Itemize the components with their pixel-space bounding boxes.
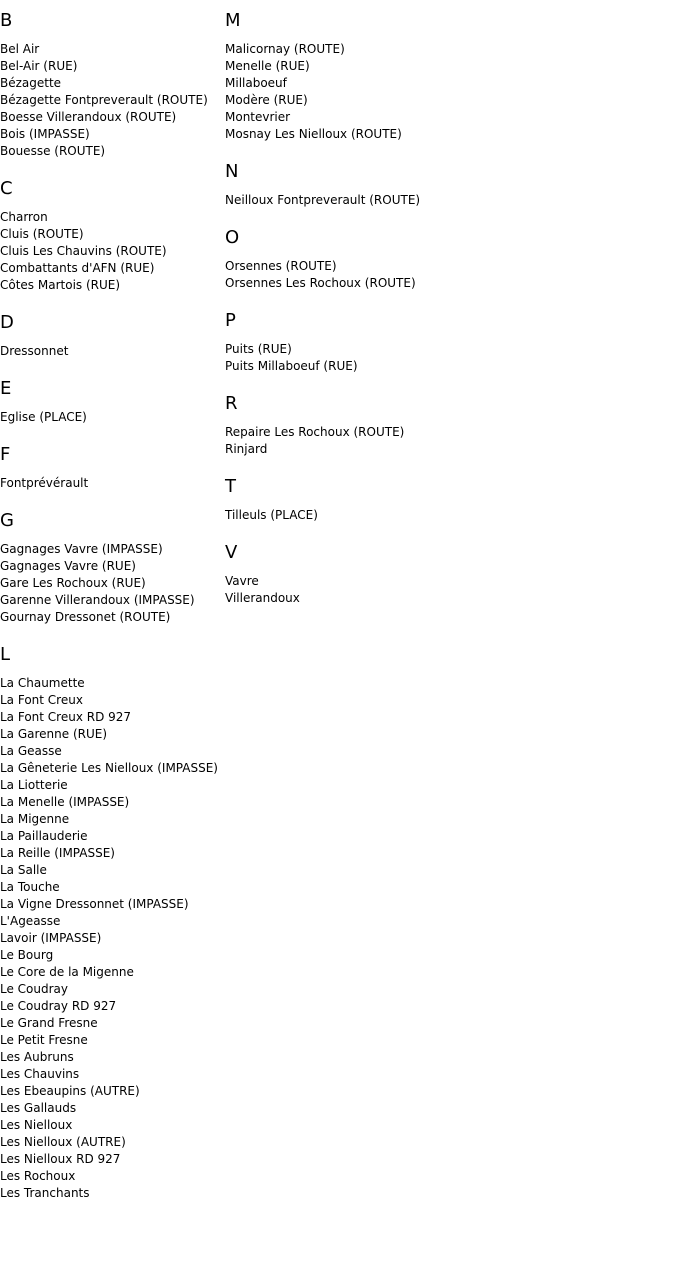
street-link[interactable]: Modère (RUE) [225, 93, 308, 107]
street-link[interactable]: La Liotterie [0, 778, 68, 792]
street-link[interactable]: Lavoir (IMPASSE) [0, 931, 102, 945]
street-link[interactable]: La Paillauderie [0, 829, 88, 843]
street-link[interactable]: La Touche [0, 880, 60, 894]
street-link[interactable]: La Gêneterie Les Nielloux (IMPASSE) [0, 761, 218, 775]
street-link[interactable]: Montevrier [225, 110, 291, 124]
street-link[interactable]: Les Nielloux (AUTRE) [0, 1135, 126, 1149]
street-link[interactable]: Bois (IMPASSE) [0, 127, 90, 141]
street-list [225, 507, 665, 524]
street-link[interactable]: La Migenne [0, 812, 70, 826]
street-link[interactable]: Charron [0, 210, 48, 224]
letter-heading: D [0, 312, 14, 333]
street-link[interactable]: Garenne Villerandoux (IMPASSE) [0, 593, 195, 607]
street-index-column-left [0, 10, 220, 1220]
street-link[interactable]: Vavre [225, 574, 259, 588]
street-list [0, 475, 220, 492]
street-link[interactable]: Gagnages Vavre (RUE) [0, 559, 136, 573]
letter-heading: C [0, 178, 13, 199]
street-link[interactable]: Le Coudray [0, 982, 69, 996]
street-list [225, 41, 665, 143]
street-link[interactable]: Côtes Martois (RUE) [0, 278, 121, 292]
street-link[interactable]: Les Chauvins [0, 1067, 80, 1081]
street-link[interactable]: Bel Air [0, 42, 40, 56]
letter-group [225, 393, 665, 458]
street-link[interactable]: Dressonnet [0, 344, 69, 358]
street-link[interactable]: Les Rochoux [0, 1169, 76, 1183]
street-link[interactable]: Bézagette Fontpreverault (ROUTE) [0, 93, 208, 107]
street-list [225, 341, 665, 375]
street-link[interactable]: Bouesse (ROUTE) [0, 144, 106, 158]
street-link[interactable]: La Salle [0, 863, 47, 877]
street-link[interactable]: Orsennes Les Rochoux (ROUTE) [225, 276, 416, 290]
letter-heading: G [0, 510, 14, 531]
letter-heading: E [0, 378, 12, 399]
street-link[interactable]: Malicornay (ROUTE) [225, 42, 345, 56]
street-link[interactable]: Les Nielloux [0, 1118, 73, 1132]
street-link[interactable]: Millaboeuf [225, 76, 287, 90]
street-link[interactable]: Puits (RUE) [225, 342, 292, 356]
letter-group [225, 476, 665, 524]
street-list [225, 424, 665, 458]
street-list [0, 675, 220, 1202]
letter-heading: T [225, 476, 236, 497]
street-link[interactable]: Gare Les Rochoux (RUE) [0, 576, 146, 590]
street-link[interactable]: Les Gallauds [0, 1101, 77, 1115]
letter-group [0, 510, 220, 626]
street-link[interactable]: La Font Creux RD 927 [0, 710, 132, 724]
letter-heading: V [225, 542, 238, 563]
street-link[interactable]: Puits Millaboeuf (RUE) [225, 359, 358, 373]
letter-group [0, 378, 220, 426]
street-link[interactable]: Le Bourg [0, 948, 54, 962]
street-link[interactable]: Tilleuls (PLACE) [225, 508, 318, 522]
letter-group [0, 312, 220, 360]
street-link[interactable]: Neilloux Fontpreverault (ROUTE) [225, 193, 421, 207]
letter-heading: L [0, 644, 11, 665]
street-link[interactable]: Cluis (ROUTE) [0, 227, 84, 241]
street-list [225, 192, 665, 209]
street-link[interactable]: La Garenne (RUE) [0, 727, 108, 741]
street-link[interactable]: Eglise (PLACE) [0, 410, 87, 424]
letter-group [0, 644, 220, 1202]
street-link[interactable]: Mosnay Les Nielloux (ROUTE) [225, 127, 402, 141]
street-list [225, 573, 665, 607]
street-link[interactable]: Les Tranchants [0, 1186, 90, 1200]
street-list [0, 541, 220, 626]
letter-heading: M [225, 10, 241, 31]
letter-group [225, 227, 665, 292]
letter-heading: R [225, 393, 238, 414]
street-link[interactable]: Boesse Villerandoux (ROUTE) [0, 110, 177, 124]
street-list [0, 409, 220, 426]
street-link[interactable]: La Font Creux [0, 693, 83, 707]
street-link[interactable]: La Vigne Dressonnet (IMPASSE) [0, 897, 189, 911]
street-link[interactable]: Bézagette [0, 76, 62, 90]
letter-group [0, 178, 220, 294]
letter-heading: O [225, 227, 240, 248]
street-link[interactable]: La Reille (IMPASSE) [0, 846, 115, 860]
street-link[interactable]: Le Core de la Migenne [0, 965, 134, 979]
letter-heading: P [225, 310, 236, 331]
street-link[interactable]: Les Aubruns [0, 1050, 74, 1064]
street-list [0, 343, 220, 360]
street-index-column-right [225, 10, 665, 625]
street-link[interactable]: La Menelle (IMPASSE) [0, 795, 130, 809]
street-link[interactable]: Les Nielloux RD 927 [0, 1152, 121, 1166]
street-link[interactable]: La Chaumette [0, 676, 85, 690]
letter-heading: N [225, 161, 239, 182]
letter-group [225, 161, 665, 209]
street-link[interactable]: Les Ebeaupins (AUTRE) [0, 1084, 140, 1098]
letter-group [225, 10, 665, 143]
letter-heading: F [0, 444, 11, 465]
street-link[interactable]: Cluis Les Chauvins (ROUTE) [0, 244, 167, 258]
street-link[interactable]: Bel-Air (RUE) [0, 59, 78, 73]
street-link[interactable]: Repaire Les Rochoux (ROUTE) [225, 425, 405, 439]
street-link[interactable]: Menelle (RUE) [225, 59, 310, 73]
street-link[interactable]: Gournay Dressonet (ROUTE) [0, 610, 171, 624]
street-link[interactable]: Combattants d'AFN (RUE) [0, 261, 155, 275]
street-list [0, 209, 220, 294]
street-link[interactable]: Villerandoux [225, 591, 300, 605]
street-link[interactable]: Le Coudray RD 927 [0, 999, 117, 1013]
street-link[interactable]: La Geasse [0, 744, 62, 758]
letter-heading: B [0, 10, 13, 31]
street-list [225, 258, 665, 292]
street-link[interactable]: Le Grand Fresne [0, 1016, 98, 1030]
letter-group [225, 542, 665, 607]
street-link[interactable]: Gagnages Vavre (IMPASSE) [0, 542, 163, 556]
street-link[interactable]: Orsennes (ROUTE) [225, 259, 337, 273]
street-link[interactable]: Rinjard [225, 442, 268, 456]
street-link[interactable]: Le Petit Fresne [0, 1033, 88, 1047]
letter-group [0, 444, 220, 492]
letter-group [0, 10, 220, 160]
street-link[interactable]: L'Ageasse [0, 914, 61, 928]
street-link[interactable]: Fontprévérault [0, 476, 89, 490]
letter-group [225, 310, 665, 375]
street-list [0, 41, 220, 160]
